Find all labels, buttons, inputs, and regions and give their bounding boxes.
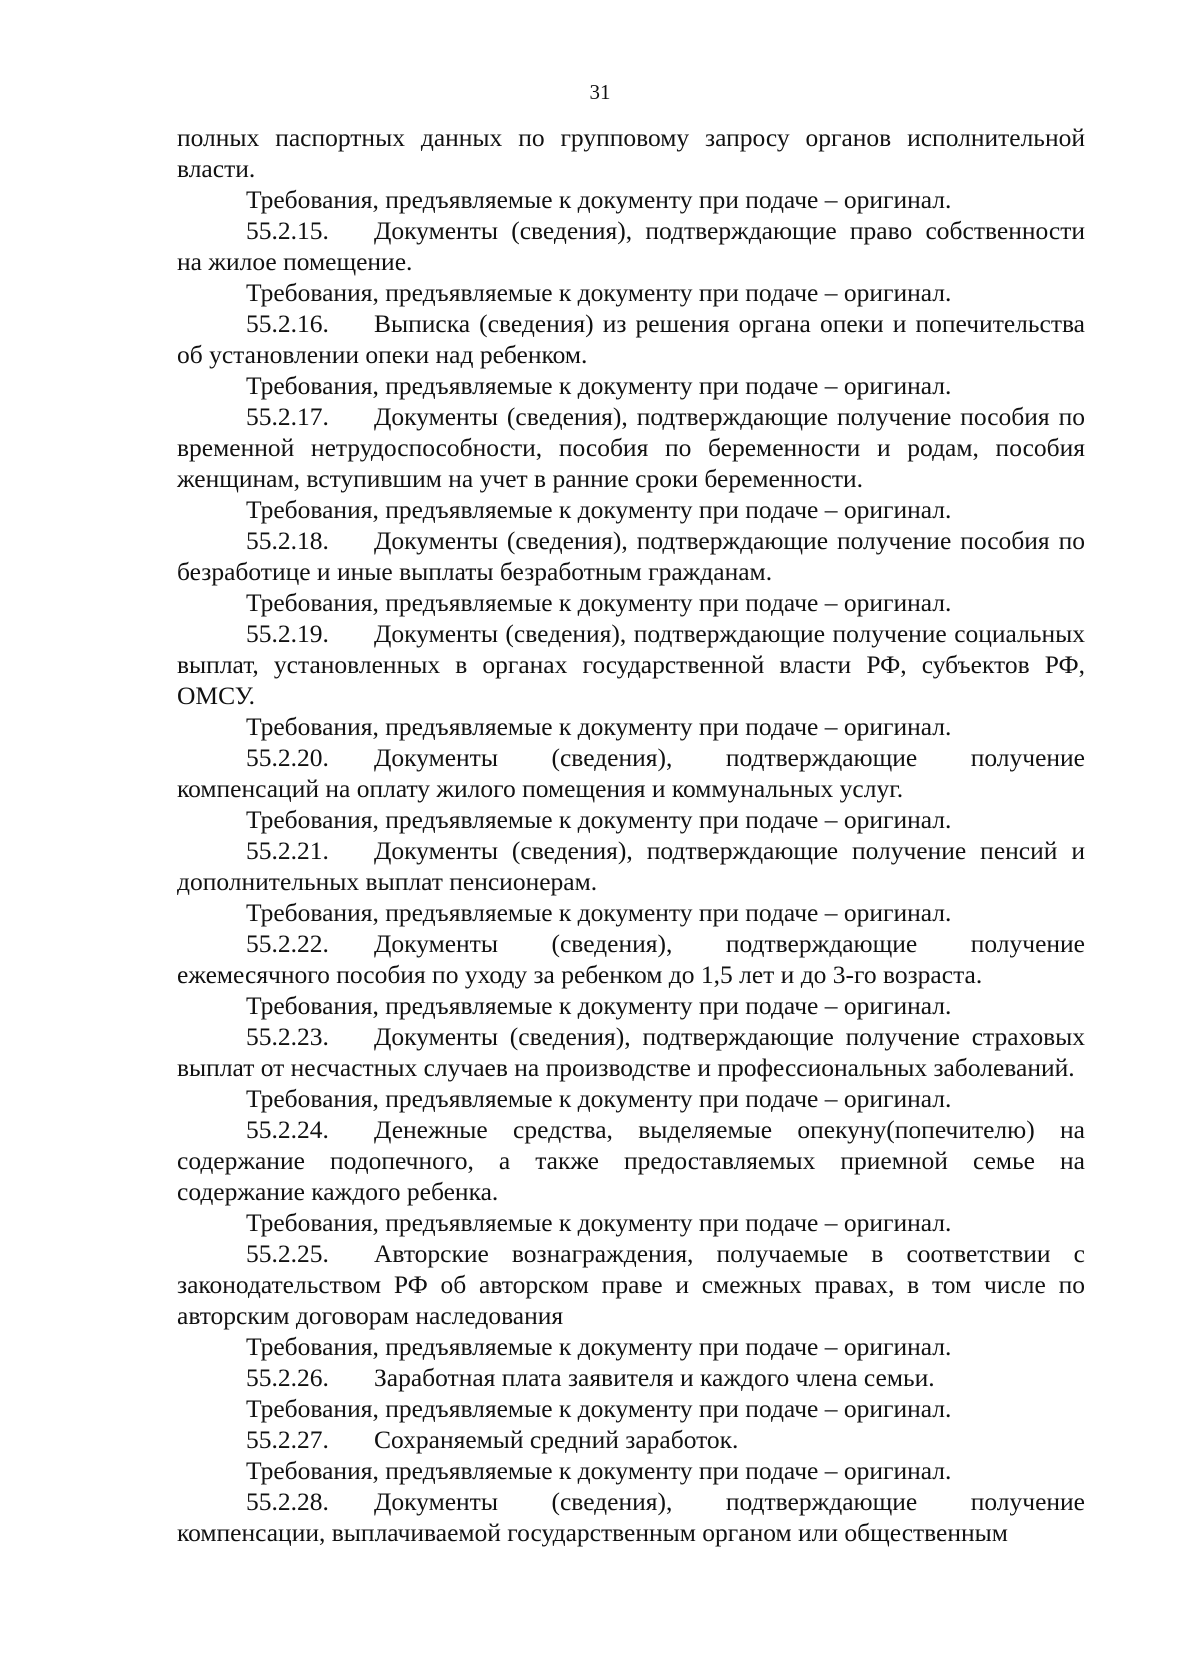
list-item bbox=[177, 401, 1085, 494]
list-item bbox=[177, 1362, 1085, 1393]
item-text: Сохраняемый средний заработок. bbox=[374, 1425, 739, 1454]
item-number: 55.2.21. bbox=[246, 836, 329, 865]
requirement-line: Требования, предъявляемые к документу при подаче – оригинал. bbox=[246, 1332, 952, 1361]
list-item bbox=[177, 1021, 1085, 1083]
item-number: 55.2.16. bbox=[246, 309, 329, 338]
requirement-line: Требования, предъявляемые к документу при подаче – оригинал. bbox=[246, 495, 952, 524]
item-text: Документы (сведения), подтверждающие получение страховых выплат от несчастных случаев на производстве и профессиональных заболеваний. bbox=[177, 1022, 1085, 1082]
item-number: 55.2.26. bbox=[246, 1363, 329, 1392]
requirement-line: Требования, предъявляемые к документу при подаче – оригинал. bbox=[246, 712, 952, 741]
item-text: Документы (сведения), подтверждающие получение ежемесячного пособия по уходу за ребенком до 1,5 лет и до 3-го возраста. bbox=[177, 929, 1085, 989]
requirement-line: Требования, предъявляемые к документу при подаче – оригинал. bbox=[246, 991, 952, 1020]
item-number: 55.2.27. bbox=[246, 1425, 329, 1454]
item-text: Заработная плата заявителя и каждого члена семьи. bbox=[374, 1363, 935, 1392]
page-number: 31 bbox=[589, 80, 611, 104]
list-item bbox=[177, 928, 1085, 990]
list-item bbox=[177, 308, 1085, 370]
list-item bbox=[177, 835, 1085, 897]
item-number: 55.2.22. bbox=[246, 929, 329, 958]
item-number: 55.2.17. bbox=[246, 402, 329, 431]
item-text: Документы (сведения), подтверждающие право собственности на жилое помещение. bbox=[177, 216, 1085, 276]
item-text: Документы (сведения), подтверждающие получение пособия по временной нетрудоспособности, пособия по беременности и родам, пособия женщинам, вступившим на учет в ранние сроки беременности. bbox=[177, 402, 1085, 493]
item-number: 55.2.24. bbox=[246, 1115, 329, 1144]
item-text: Документы (сведения), подтверждающие получение пособия по безработице и иные выплаты безработным гражданам. bbox=[177, 526, 1085, 586]
item-text: Денежные средства, выделяемые опекуну(попечителю) на содержание подопечного, а также предоставляемых приемной семье на содержание каждого ребенка. bbox=[177, 1115, 1085, 1206]
requirement-line: Требования, предъявляемые к документу при подаче – оригинал. bbox=[246, 588, 952, 617]
list-item bbox=[177, 742, 1085, 804]
requirement-line: Требования, предъявляемые к документу при подаче – оригинал. bbox=[246, 371, 952, 400]
item-text: Документы (сведения), подтверждающие получение социальных выплат, установленных в органах государственной власти РФ, субъектов РФ, ОМСУ. bbox=[177, 619, 1085, 710]
requirement-line: Требования, предъявляемые к документу при подаче – оригинал. bbox=[246, 805, 952, 834]
list-item bbox=[177, 1114, 1085, 1207]
requirement-line: Требования, предъявляемые к документу при подаче – оригинал. bbox=[246, 278, 952, 307]
requirement-line: Требования, предъявляемые к документу при подаче – оригинал. bbox=[246, 1394, 952, 1423]
item-number: 55.2.20. bbox=[246, 743, 329, 772]
list-item bbox=[177, 215, 1085, 277]
requirement-line: Требования, предъявляемые к документу при подаче – оригинал. bbox=[246, 185, 952, 214]
item-number: 55.2.28. bbox=[246, 1487, 329, 1516]
requirement-line: Требования, предъявляемые к документу при подаче – оригинал. bbox=[246, 1208, 952, 1237]
lead-paragraph: полных паспортных данных по групповому запросу органов исполнительной власти. bbox=[177, 123, 1085, 183]
item-number: 55.2.23. bbox=[246, 1022, 329, 1051]
list-item bbox=[177, 1238, 1085, 1331]
item-number: 55.2.15. bbox=[246, 216, 329, 245]
document-body bbox=[177, 122, 1085, 1548]
requirement-line: Требования, предъявляемые к документу при подаче – оригинал. bbox=[246, 1084, 952, 1113]
list-item bbox=[177, 1486, 1085, 1548]
item-text: Выписка (сведения) из решения органа опеки и попечительства об установлении опеки над ребенком. bbox=[177, 309, 1085, 369]
item-number: 55.2.25. bbox=[246, 1239, 329, 1268]
item-number: 55.2.18. bbox=[246, 526, 329, 555]
item-text: Документы (сведения), подтверждающие получение компенсации, выплачиваемой государственным органом или общественным bbox=[177, 1487, 1085, 1547]
item-text: Документы (сведения), подтверждающие получение пенсий и дополнительных выплат пенсионерам. bbox=[177, 836, 1085, 896]
requirement-line: Требования, предъявляемые к документу при подаче – оригинал. bbox=[246, 898, 952, 927]
item-number: 55.2.19. bbox=[246, 619, 329, 648]
item-text: Документы (сведения), подтверждающие получение компенсаций на оплату жилого помещения и коммунальных услуг. bbox=[177, 743, 1085, 803]
list-item bbox=[177, 1424, 1085, 1455]
item-text: Авторские вознаграждения, получаемые в соответствии с законодательством РФ об авторском праве и смежных правах, в том числе по авторским договорам наследования bbox=[177, 1239, 1085, 1330]
list-item bbox=[177, 618, 1085, 711]
requirement-line: Требования, предъявляемые к документу при подаче – оригинал. bbox=[246, 1456, 952, 1485]
list-item bbox=[177, 525, 1085, 587]
